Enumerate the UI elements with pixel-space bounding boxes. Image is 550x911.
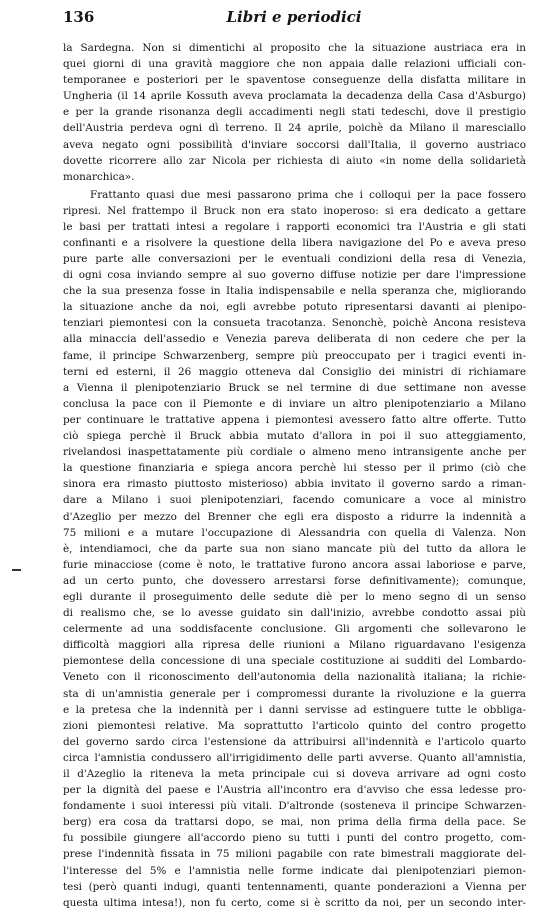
text-line: berg) era cosa da trattarsi dopo, se mai, non prima della firma della pace. Se [63, 816, 526, 829]
text-line: Veneto con il riconoscimento dell'autonomia della nazionalità italiana; la richie- [63, 671, 526, 684]
text-line: di ogni cosa inviando sempre al suo governo diffuse notizie per dare l'impressione [63, 269, 526, 282]
text-line: difficoltà maggiori alla ripresa delle riunioni a Milano riguardavano l'esigenza [63, 639, 526, 652]
text-line: aveva negato ogni possibilità d'inviare soccorsi dall'Italia, il governo austriaco [63, 138, 526, 151]
paragraph [63, 187, 526, 911]
text-line: alla minaccia dell'assedio e Venezia pareva deliberata di non cedere che per la [63, 333, 526, 346]
text-line: ad un certo punto, che dovessero arrestarsi forse definitivamente); comunque, [63, 574, 526, 587]
text-line: celermente ad una soddisfacente conclusione. Gli argomenti che sollevarono le [63, 623, 526, 636]
text-line: tesi (però quanti indugi, quanti tentennamenti, quante ponderazioni a Vienna per [63, 880, 526, 893]
text-line: circa l'amnistia condussero all'irrigidimento delle parti avverse. Quanto all'amnistia, [63, 751, 526, 764]
text-line: tenziari piemontesi con la consueta tracotanza. Senonchè, poichè Ancona resisteva [63, 317, 526, 330]
text-line: e la pretesa che la indennità per i danni servisse ad estinguere tutte le obbliga- [63, 703, 526, 716]
text-line: zioni piemontesi relative. Ma soprattutto l'articolo quinto del contro progetto [63, 719, 526, 732]
text-line: fondamente i suoi interessi più vitali. D'altronde (sosteneva il principe Schwarzen- [63, 800, 526, 813]
text-line: fame, il principe Schwarzenberg, sempre più preoccupato per i tragici eventi in- [63, 349, 526, 362]
text-line: per continuare le trattative appena i piemontesi avessero fatto altre offerte. Tutto [63, 413, 526, 426]
text-line: fu possibile giungere all'accordo pieno su tutti i punti del contro progetto, com- [63, 832, 526, 845]
text-line: furie minacciose (come è noto, le trattative furono ancora assai laboriose e parve, [63, 558, 526, 571]
text-line: confinanti e a risolvere la questione della libera navigazione del Po e aveva preso [63, 236, 526, 249]
text-line: questa ultima intesa!), non fu certo, come si è scritto da noi, per un secondo inter- [63, 896, 526, 909]
text-line: del governo sardo circa l'estensione da attribuirsi all'indennità e l'articolo quarto [63, 735, 526, 748]
text-line: è, intendiamoci, che da parte sua non siano mancate più del tutto da allora le [63, 542, 526, 555]
text-line: d'Azeglio per mezzo del Brenner che egli era disposto a ridurre la indennità a [63, 510, 526, 523]
text-line: la Sardegna. Non si dimentichi al proposito che la situazione austriaca era in [63, 42, 526, 54]
text-line: quei giorni di una gravità maggiore che non appaia dalle relazioni ufficiali con- [63, 58, 526, 71]
text-line: prese l'indennità fissata in 75 milioni pagabile con rate bimestrali maggiorate del- [63, 848, 526, 861]
text-line: sta di un'amnistia generale per i compromessi durante la rivoluzione e la guerra [63, 687, 526, 700]
text-line: che la sua presenza fosse in Italia indispensabile e nella speranza che, migliorando [63, 285, 526, 298]
text-line: ciò spiega perchè il Bruck abbia mutato d'allora in poi il suo atteggiamento, [63, 430, 526, 443]
text-line: piemontese della concessione di una speciale costituzione ai sudditi del Lombardo- [63, 655, 526, 668]
text-line: di realismo che, se lo avesse guidato sin dall'inizio, avrebbe condotto assai più [63, 607, 526, 620]
text-line: Ungheria (il 14 aprile Kossuth aveva proclamata la decadenza della Casa d'Asburgo) [63, 90, 526, 103]
text-line: l'interesse del 5% e l'amnistia nelle forme indicate dai plenipotenziari piemon- [63, 864, 526, 877]
text-line: sinora era rimasto piuttosto misterioso) abbia invitato il governo sardo a riman- [63, 478, 526, 491]
paragraph [63, 40, 526, 185]
text-line: ripresi. Nel frattempo il Bruck non era stato inoperoso: si era dedicato a gettare [63, 204, 526, 217]
text-line: e per la grande risonanza degli accadimenti negli stati tedeschi, dove il prestigio [63, 106, 526, 119]
text-line: il d'Azeglio la riteneva la meta principale cui si doveva arrivare ad ogni costo [63, 768, 526, 781]
text-line: per la dignità del paese e l'Austria all'incontro era d'avviso che essa ledesse pro- [63, 784, 526, 797]
text-line: la questione finanziaria e spiega ancora perchè lui stesso per il primo (ciò che [63, 462, 526, 475]
page-header [63, 8, 525, 32]
text-line: dovette ricorrere allo zar Nicola per richiesta di aiuto «in nome della solidarietà [63, 154, 526, 167]
text-line: conclusa la pace con il Piemonte e di inviare un altro plenipotenziario a Milano [63, 397, 526, 410]
text-line: Frattanto quasi due mesi passarono prima che i colloqui per la pace fossero [90, 188, 526, 201]
running-title: Libri e periodici [226, 8, 362, 26]
text-line: la situazione anche da noi, egli avrebbe potuto ripresentarsi davanti ai plenipo- [63, 301, 526, 314]
text-line: le basi per trattati intesi a regolare i rapporti economici tra l'Austria e gli stati [63, 220, 526, 233]
page-number: 136 [63, 8, 95, 26]
margin-mark [12, 569, 21, 571]
text-line: dell'Austria perdeva ogni dì terreno. Il 24 aprile, poichè da Milano il maresciallo [63, 122, 526, 135]
body-text [63, 40, 526, 911]
text-line: a Vienna il plenipotenziario Bruck se nel termine di due settimane non avesse [63, 381, 526, 394]
text-line: 75 milioni e a mutare l'occupazione di Alessandria con quella di Valenza. Non [63, 526, 526, 539]
text-line: temporanee e posteriori per le spaventose conseguenze della disfatta militare in [63, 74, 526, 87]
text-line: monarchica». [63, 170, 135, 183]
text-line: rivelandosi inaspettatamente più cordiale o almeno meno intransigente anche per [63, 446, 526, 459]
text-line: terni ed esterni, il 26 maggio otteneva dal Consiglio dei ministri di richiamare [63, 365, 526, 378]
text-line: egli durante il proseguimento delle sedute diè per lo meno segno di un senso [63, 590, 526, 603]
text-line: pure parte alle conversazioni per le eventuali condizioni della resa di Venezia, [63, 253, 526, 266]
text-line: dare a Milano i suoi plenipotenziari, facendo comunicare a voce al ministro [63, 494, 526, 507]
